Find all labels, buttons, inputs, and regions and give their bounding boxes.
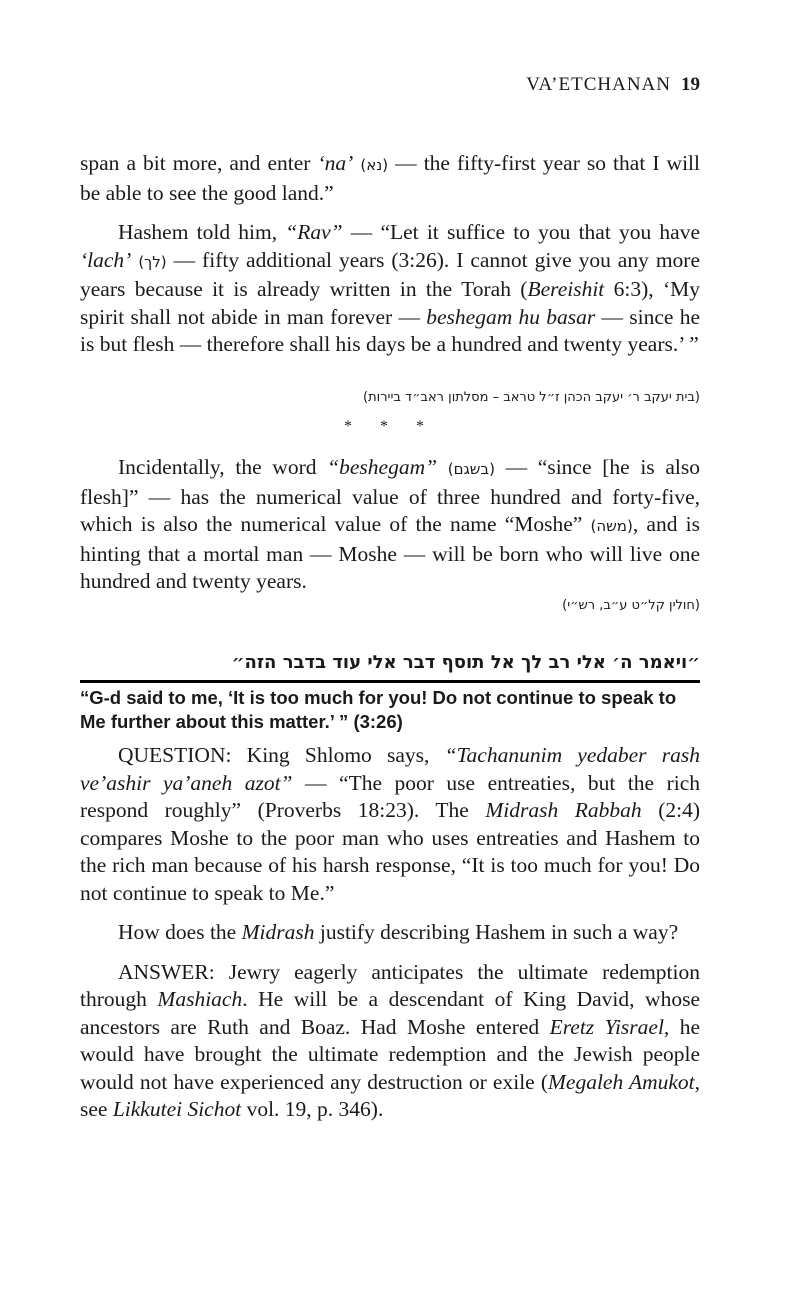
paragraph-answer: ANSWER: Jewry eagerly anticipates the ultimate redemption through Mashiach. He will be a descendant of King David, whose ancestors are Ruth and Boaz. Had Moshe entered Eretz Yisrael, he would have brought the ultimate redemption and the Jewish people would not have experienced any destruction or exile (Megaleh Amukot, see Likkutei Sichot vol. 19, p. 346).: [80, 959, 701, 1121]
hebrew-verse-heading: ״ויאמר ה׳ אלי רב לך אל תוסף דבר אלי עוד בדבר הזה״: [231, 652, 700, 673]
section-separator: * * *: [344, 418, 436, 435]
paragraph-incidentally: Incidentally, the word “beshegam” (בשגם) — “since [he is also flesh]” — has the numerical value of three hundred and forty-five, which is also the numerical value of the name “Moshe” (משה), and is hinting that a mortal man — Moshe — will be born who will live one hundred and twenty years.: [80, 455, 700, 593]
text-block-1: [80, 150, 700, 371]
running-header: [80, 74, 700, 96]
paragraph-how-does: How does the Midrash justify describing Hashem in such a way?: [118, 920, 679, 944]
chapter-title: VA’ETCHANAN: [526, 74, 671, 95]
heading-rule: [80, 680, 700, 683]
paragraph-hashem-told: Hashem told him, “Rav” — “Let it suffice to you that you have ‘lach’ (לך) — fifty additional years (3:26). I cannot give you any more years because it is already written in the Torah (Bereishit 6:3), ‘My spirit shall not abide in man forever — beshegam hu basar — since he is but flesh — therefore shall his days be a hundred and twenty years.’ ”: [80, 220, 701, 356]
english-verse-heading: “G-d said to me, ‘It is too much for you! Do not continue to speak to Me further about this matter.’ ” (3:26): [80, 687, 677, 732]
paragraph-continuation: span a bit more, and enter ‘na’ (נא) — the fifty-first year so that I will be able to see the good land.”: [80, 151, 700, 205]
source-citation-2: (חולין קל״ט ע״ב, רש״י): [562, 598, 700, 613]
text-block-3: [80, 742, 700, 1136]
page-number: 19: [681, 74, 700, 95]
source-citation-1: (בית יעקב ר׳ יעקב הכהן ז״ל טראב – מסלתון ראב״ד ביירות): [363, 390, 700, 405]
paragraph-question: QUESTION: King Shlomo says, “Tachanunim yedaber rash ve’ashir ya’aneh azot” — “The poor use entreaties, but the rich respond roughly” (Proverbs 18:23). The Midrash Rabbah (2:4) compares Moshe to the poor man who uses entreaties and Hashem to the rich man because of his harsh response, “It is too much for you! Do not continue to speak to Me.”: [80, 743, 701, 905]
text-block-2: [80, 454, 700, 608]
